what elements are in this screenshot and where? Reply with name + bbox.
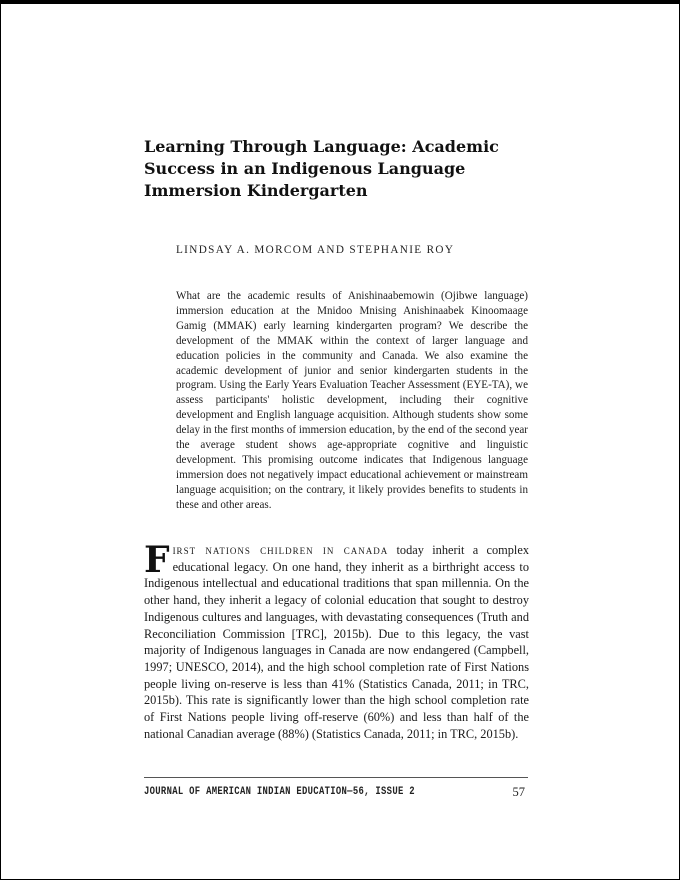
body-lead-in: irst nations children in canada bbox=[172, 543, 389, 557]
journal-footer: JOURNAL OF AMERICAN INDIAN EDUCATION—56, ISSUE 2 bbox=[144, 786, 415, 798]
footer-divider bbox=[144, 777, 528, 778]
drop-cap: F bbox=[144, 539, 170, 581]
body-paragraph bbox=[144, 539, 529, 742]
article-abstract: What are the academic results of Anishinaabemowin (Ojibwe language) immersion education at the Mnidoo Mnising Anishinaabek Kinoomaage Gamig (MMAK) early learning kindergarten program? We describe the development of the MMAK within the context of larger language and education policies in the community and Canada. We also examine the academic development of junior and senior kindergarten students in the program. Using the Early Years Evaluation Teacher Assessment (EYE-TA), we assess participants' holistic development, including their cognitive development and English language acquisition. Although students show some delay in the first months of immersion education, by the end of the second year the average student shows age-appropriate cognitive and linguistic development. This promising outcome indicates that Indigenous language immersion does not negatively impact educational achievement or mainstream language acquisition; on the contrary, it likely provides benefits to students in these and other areas. bbox=[176, 290, 528, 511]
page-number: 57 bbox=[512, 785, 525, 799]
article-title: Learning Through Language: Academic Success in an Indigenous Language Immersion Kindergarten bbox=[144, 137, 499, 200]
article-authors: LINDSAY A. MORCOM AND STEPHANIE ROY bbox=[176, 244, 455, 256]
body-text: today inherit a complex educational legacy. On one hand, they inherit as a birthright access to Indigenous intellectual and educational traditions that span millennia. On the other hand, they inherit a legacy of colonial education that sought to destroy Indigenous cultures and languages, with devastating consequences (Truth and Reconciliation Commission [TRC], 2015b). Due to this legacy, the vast majority of Indigenous languages in Canada are now endangered (Campbell, 1997; UNESCO, 2014), and the high school completion rate of First Nations people living on-reserve is less than 41% (Statistics Canada, 2011; in TRC, 2015b). This rate is significantly lower than the high school completion rate of First Nations people living off-reserve (60%) and less than half of the national Canadian average (88%) (Statistics Canada, 2011; in TRC, 2015b). bbox=[144, 543, 529, 741]
